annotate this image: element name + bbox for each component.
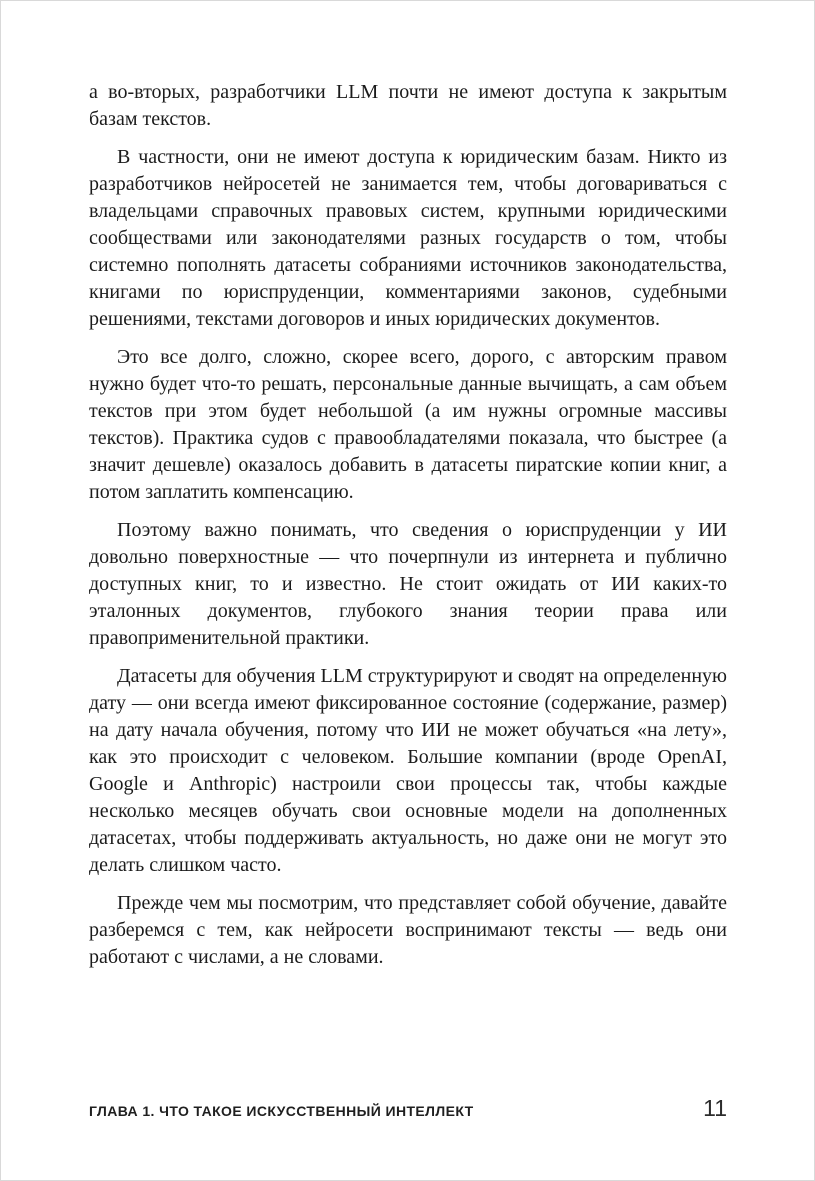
page-text-block bbox=[89, 79, 727, 982]
paragraph: В частности, они не имеют доступа к юридическим базам. Никто из разработчиков нейросетей не занимается тем, чтобы договариваться с владельцами справочных правовых систем, крупными юридическими сообществами или законодателями разных государств о том, чтобы системно пополнять датасеты собраниями источников законодательства, книгами по юриспруденции, комментариями законов, судебными решениями, текстами договоров и иных юридических документов. bbox=[89, 146, 727, 330]
footer-chapter-title: ГЛАВА 1. ЧТО ТАКОЕ ИСКУССТВЕННЫЙ ИНТЕЛЛЕКТ bbox=[89, 1103, 474, 1119]
paragraph: Это все долго, сложно, скорее всего, дорого, с авторским правом нужно будет что-то решать, персональные данные вычищать, а сам объем текстов при этом будет небольшой (а им нужны огромные массивы текстов). Практика судов с правообладателями показала, что быстрее (а значит дешевле) оказалось добавить в датасеты пиратские копии книг, а потом заплатить компенсацию. bbox=[89, 346, 727, 503]
page-number: 11 bbox=[703, 1095, 727, 1121]
paragraph: Прежде чем мы посмотрим, что представляет собой обучение, давайте разберемся с тем, как нейросети воспринимают тексты — ведь они работают с числами, а не словами. bbox=[89, 892, 727, 968]
paragraph: а во-вторых, разработчики LLM почти не имеют доступа к закрытым базам текстов. bbox=[89, 81, 727, 130]
paragraph: Датасеты для обучения LLM структурируют и сводят на определенную дату — они всегда имеют фиксированное состояние (содержание, размер) на дату начала обучения, потому что ИИ не может обучаться «на лету», как это происходит с человеком. Большие компании (вроде OpenAI, Google и Anthropic) настроили свои процессы так, чтобы каждые несколько месяцев обучать свои основные модели на дополненных датасетах, чтобы поддерживать актуальность, но даже они не могут это делать слишком часто. bbox=[89, 665, 727, 876]
paragraph: Поэтому важно понимать, что сведения о юриспруденции у ИИ довольно поверхностные — что почерпнули из интернета и публично доступных книг, то и известно. Не стоит ожидать от ИИ каких-то эталонных документов, глубокого знания теории права или правоприменительной практики. bbox=[89, 519, 727, 649]
page-footer bbox=[89, 1095, 727, 1122]
